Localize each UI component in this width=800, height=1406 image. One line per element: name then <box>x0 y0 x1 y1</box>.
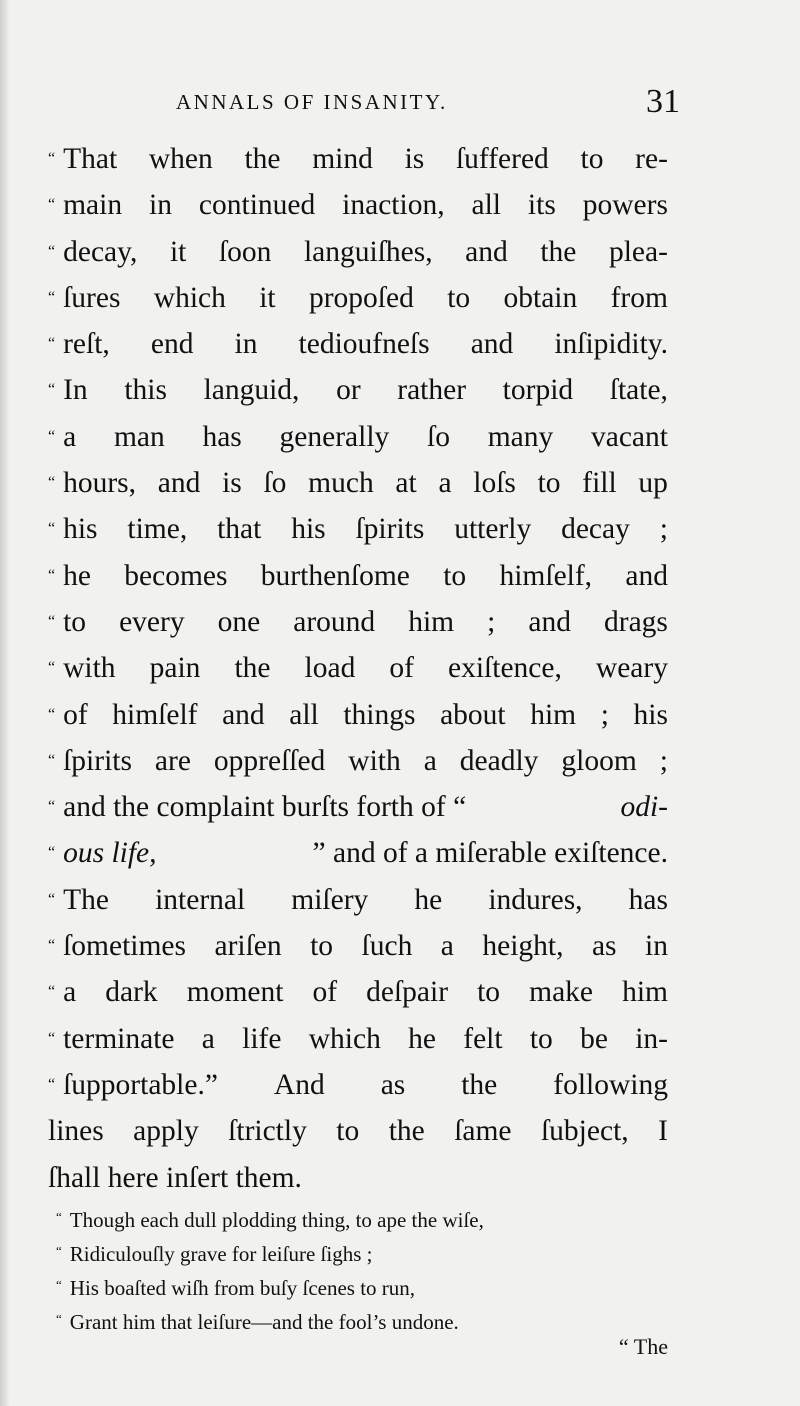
quote-mark: “ <box>48 335 56 353</box>
text-line <box>48 784 668 830</box>
line-text: ſupportable.” And as the following <box>63 1068 668 1101</box>
quote-mark: “ <box>48 1029 56 1047</box>
verse-text: Grant him that leiſure—and the fool’s undone. <box>69 1310 459 1334</box>
quote-mark: “ <box>48 381 56 399</box>
quote-mark: “ <box>48 983 56 1001</box>
verse-text: His boaſted wiſh from buſy ſcenes to run, <box>69 1276 416 1300</box>
verse-line <box>56 1234 668 1268</box>
line-text: main in continued inaction, all its powers <box>63 189 668 222</box>
verse-line <box>56 1200 668 1234</box>
quote-mark: “ <box>48 705 56 723</box>
text-line <box>48 367 668 413</box>
line-text: and the complaint burſts forth of “ odi- <box>63 784 668 830</box>
text-line <box>48 460 668 506</box>
line-text: he becomes burthenſome to himſelf, and <box>63 559 668 592</box>
text-line <box>48 182 668 228</box>
text-line <box>48 136 668 182</box>
verse-quotation <box>56 1200 668 1336</box>
text-line <box>48 229 668 275</box>
line-text: his time, that his ſpirits utterly decay ; <box>63 513 668 546</box>
text-line <box>48 275 668 321</box>
quote-mark: “ <box>48 427 56 445</box>
page-header <box>176 83 680 128</box>
quote-mark: “ <box>48 751 56 769</box>
verse-text: Though each dull plodding thing, to ape the wiſe, <box>69 1208 484 1232</box>
line-text: with pain the load of exiſtence, weary <box>63 652 668 685</box>
text-line <box>48 1016 668 1062</box>
italic-text: ous life, <box>63 837 157 870</box>
text-line <box>48 599 668 645</box>
catchword: “ The <box>618 1334 668 1359</box>
quote-mark: “ <box>48 288 56 306</box>
text-line <box>48 1062 668 1108</box>
verse-line <box>56 1302 668 1336</box>
line-text: hours, and is ſo much at a loſs to fill up <box>63 467 668 500</box>
page-edge <box>0 0 10 1406</box>
text-line <box>48 877 668 923</box>
running-head: ANNALS OF INSANITY. <box>176 90 448 114</box>
quote-mark: “ <box>48 1075 56 1093</box>
line-text: ſpirits are oppreſſed with a deadly gloom ; <box>63 744 668 777</box>
text-line <box>48 645 668 691</box>
quote-mark: “ <box>48 659 56 677</box>
quote-mark: “ <box>48 474 56 492</box>
quote-mark: “ <box>56 1243 62 1258</box>
line-text: The internal miſery he indures, has <box>63 883 668 916</box>
quote-mark: “ <box>56 1311 62 1326</box>
line-text: decay, it ſoon languiſhes, and the plea- <box>63 235 668 268</box>
quote-mark: “ <box>56 1277 62 1292</box>
verse-line <box>56 1268 668 1302</box>
line-text: ſhall here inſert them. <box>48 1161 302 1194</box>
text-line <box>48 1108 668 1154</box>
text-line <box>48 414 668 460</box>
text-line <box>48 506 668 552</box>
quote-mark: “ <box>48 612 56 630</box>
line-text: ſometimes ariſen to ſuch a height, as in <box>63 930 668 963</box>
line-text: That when the mind is ſuffered to re- <box>63 143 668 175</box>
quote-mark: “ <box>48 150 56 167</box>
text-line <box>48 738 668 784</box>
quote-mark: “ <box>56 1209 62 1224</box>
text-line <box>48 1155 668 1201</box>
line-text: a dark moment of deſpair to make him <box>63 976 668 1009</box>
quote-mark: “ <box>48 520 56 538</box>
quote-mark: “ <box>48 937 56 955</box>
quote-mark: “ <box>48 566 56 584</box>
line-text: ous life, ” and of a miſerable exiſtence. <box>63 830 668 876</box>
line-text: In this languid, or rather torpid ſtate, <box>63 374 668 407</box>
quote-mark: “ <box>48 890 56 908</box>
line-text: reſt, end in tedioufneſs and inſipidity. <box>63 328 668 361</box>
line-text: to every one around him ; and drags <box>63 605 668 638</box>
text-line <box>48 553 668 599</box>
line-text: of himſelf and all things about him ; his <box>63 698 668 731</box>
quote-mark: “ <box>48 242 56 260</box>
verse-text: Ridiculouſly grave for leiſure ſighs ; <box>69 1242 373 1266</box>
text-line <box>48 923 668 969</box>
text-line <box>48 692 668 738</box>
text-line <box>48 321 668 367</box>
line-text: ſures which it propoſed to obtain from <box>63 281 668 314</box>
line-text: terminate a life which he felt to be in- <box>63 1022 668 1055</box>
quote-mark: “ <box>48 196 56 214</box>
italic-text: odi- <box>620 791 668 824</box>
line-text: lines apply ſtrictly to the ſame ſubject, I <box>48 1115 668 1148</box>
quote-mark: “ <box>48 844 56 862</box>
text-line <box>48 969 668 1015</box>
line-text: a man has generally ſo many vacant <box>63 420 668 453</box>
page-number: 31 <box>646 83 680 120</box>
quote-mark: “ <box>48 798 56 816</box>
text-line <box>48 830 668 876</box>
body-text <box>48 136 668 1201</box>
